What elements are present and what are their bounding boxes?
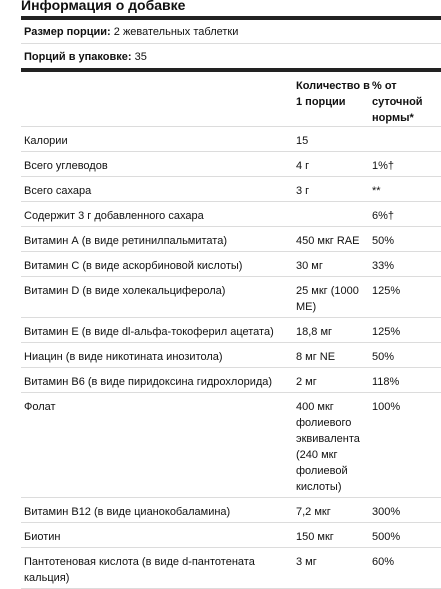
nutrient-name: Витамин B12 (в виде цианокобаламина) [24,506,231,518]
nutrient-name: Калории [24,135,68,147]
nutrient-name: Биотин [24,531,61,543]
nutrient-name: Витамин B6 (в виде пиридоксина гидрохлорида) [24,376,273,388]
nutrient-amount: 25 мкг (1000 МЕ) [296,285,359,313]
nutrient-dv: 50% [372,235,395,247]
table-row [21,202,441,227]
servings-per-container [24,50,434,64]
table-row [21,277,441,318]
nutrient-dv: 118% [372,376,400,388]
nutrient-dv: 6%† [372,210,395,222]
nutrient-name: Содержит 3 г добавленного сахара [24,210,204,222]
serving-size-label: Размер порции: [24,26,111,38]
nutrient-name: Витамин E (в виде dl-альфа-токоферил ацетата) [24,326,274,338]
table-row [21,343,441,368]
nutrient-amount: 150 мкг [296,531,334,543]
nutrient-amount: 7,2 мкг [296,506,331,518]
nutrient-name: Витамин С (в виде аскорбиновой кислоты) [24,260,243,272]
table-row [21,227,441,252]
nutrient-amount: 3 мг [296,556,317,568]
table-row [21,127,441,152]
table-row [21,177,441,202]
servings-value: 35 [134,51,147,63]
nutrient-dv: 1%† [372,160,395,172]
nutrient-name: Всего сахара [24,185,92,197]
nutrient-dv: 500% [372,531,401,543]
table-row [21,318,441,343]
nutrient-name: Витамин D (в виде холекальциферола) [24,285,226,297]
nutrient-amount: 3 г [296,185,310,197]
serving-size [24,25,434,39]
table-header [21,72,441,127]
nutrient-name: Витамин А (в виде ретинилпальмитата) [24,235,227,247]
amount-column-header: Количество в 1 порции [296,80,370,108]
nutrient-dv: 300% [372,506,401,518]
title-rule [21,16,441,20]
divider [21,43,441,44]
nutrient-amount: 8 мг NE [296,351,336,363]
nutrient-amount: 2 мг [296,376,317,388]
nutrient-dv: ** [372,185,381,197]
nutrient-dv: 60% [372,556,395,568]
servings-label: Порций в упаковке: [24,51,132,63]
table-row [21,152,441,177]
nutrient-amount: 15 [296,135,309,147]
table-row [21,523,441,548]
nutrient-dv: 125% [372,285,401,297]
table-row [21,548,441,589]
table-row [21,252,441,277]
nutrient-amount: 18,8 мг [296,326,333,338]
nutrient-dv: 50% [372,351,395,363]
table-row [21,393,441,498]
table-row [21,368,441,393]
nutrient-dv: 125% [372,326,401,338]
nutrient-amount: 30 мг [296,260,323,272]
dv-column-header: % от суточной нормы* [372,80,423,124]
nutrient-name: Фолат [24,401,56,413]
nutrient-amount: 4 г [296,160,310,172]
nutrient-dv: 33% [372,260,395,272]
serving-size-value: 2 жевательных таблетки [113,26,239,38]
nutrient-amount: 450 мкг RAE [296,235,360,247]
nutrient-name: Пантотеновая кислота (в виде d-пантотената кальция) [24,556,255,584]
nutrient-name: Ниацин (в виде никотината инозитола) [24,351,223,363]
nutrient-name: Всего углеводов [24,160,108,172]
nutrient-amount: 400 мкг фолиевого эквивалента (240 мкг фолиевой кислоты) [296,401,360,493]
panel-title: Информация о добавке [21,0,186,13]
nutrient-dv: 100% [372,401,401,413]
table-row [21,498,441,523]
